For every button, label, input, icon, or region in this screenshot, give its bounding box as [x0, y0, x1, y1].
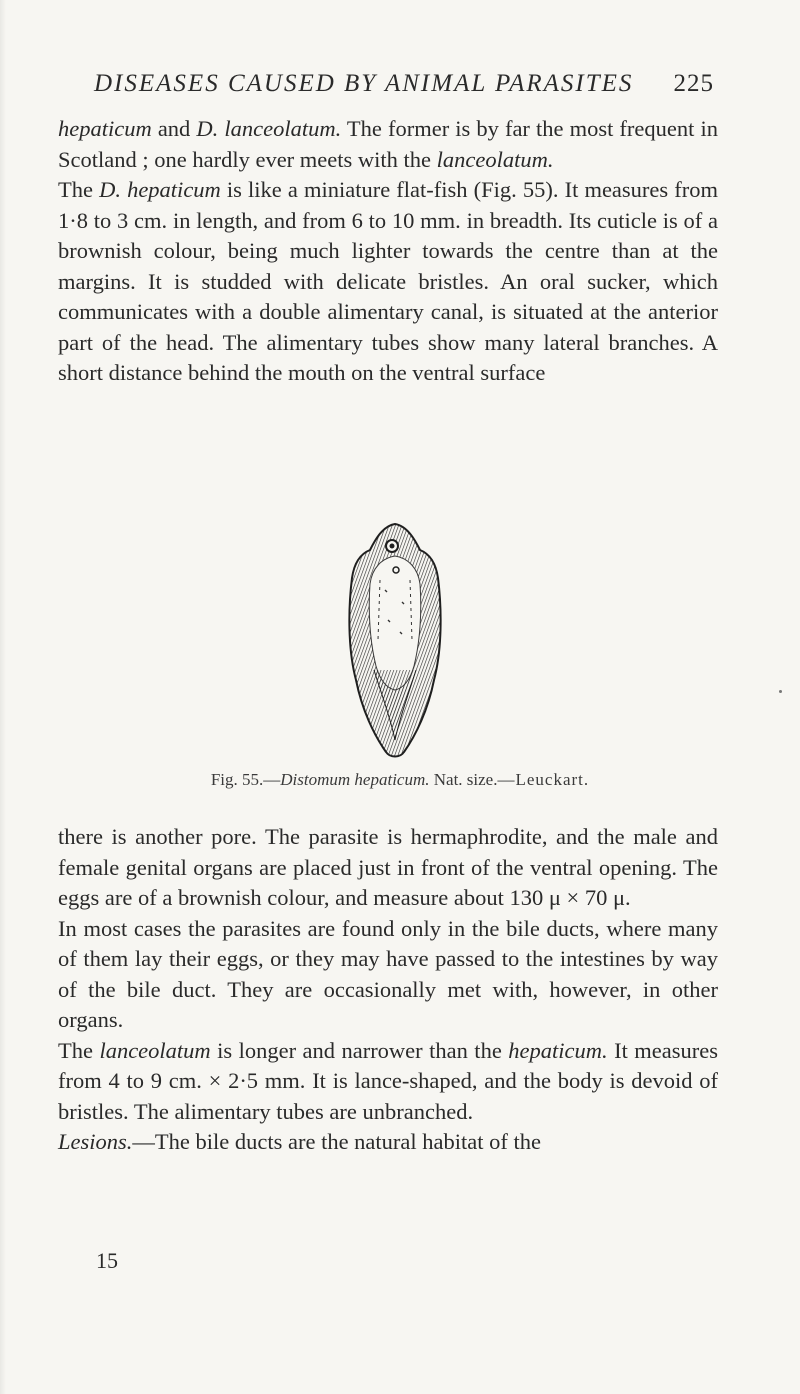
paper-speck	[779, 690, 782, 693]
taxon-name: lanceolatum	[99, 1037, 211, 1063]
taxon-name: hepaticum.	[508, 1037, 608, 1063]
distomum-drawing	[330, 520, 460, 760]
figure-taxon: Distomum hepaticum.	[280, 770, 430, 789]
page-number: 225	[673, 70, 714, 97]
taxon-name: D. lanceolatum.	[196, 116, 342, 141]
taxon-name: hepaticum	[58, 116, 152, 141]
text-run: The former is by far the most frequent in Scotland ; one hardly ever meets with the	[58, 116, 718, 172]
section-heading-lesions: Lesions.	[58, 1129, 133, 1154]
text-run: —	[263, 770, 281, 789]
taxon-name: D. hepaticum	[99, 177, 221, 202]
page-gutter-shadow	[0, 0, 6, 1394]
text-run: It measures from 4 to 9 cm. × 2·5 mm. It is lance-shaped, and the body is devoid of bristles. The alimentary tubes are unbranched.	[58, 1037, 718, 1124]
paragraph-3: there is another pore. The parasite is hermaphrodite, and the male and female genital organs are placed just in front of the ventral opening. The eggs are of a brownish colour, and measure about 130 μ × 70 μ.	[58, 824, 718, 910]
running-title: DISEASES CAUSED BY ANIMAL PARASITES	[94, 70, 634, 97]
fluke-illustration	[330, 520, 460, 760]
text-run: The	[58, 177, 100, 202]
text-block-upper	[58, 114, 718, 389]
running-head	[94, 70, 714, 104]
signature-mark: 15	[96, 1248, 118, 1273]
text-run: The	[58, 1037, 100, 1063]
paragraph-5	[58, 1036, 718, 1128]
paragraph-6	[58, 1127, 718, 1158]
paragraph-4: In most cases the parasites are found only in the bile ducts, where many of them lay their eggs, or they may have passed to the intestines by way of the bile duct. They are occasionally met with, however, in other organs.	[58, 915, 718, 1032]
taxon-name: lanceolatum.	[436, 146, 554, 172]
paragraph-2	[58, 175, 718, 389]
figure-label: Fig. 55.	[210, 770, 264, 789]
text-run: and	[151, 116, 197, 141]
text-block-lower	[58, 822, 718, 1158]
figure-credit: —Leuckart.	[497, 770, 590, 789]
figure-size-note: Nat. size.	[429, 770, 498, 789]
figure-caption	[120, 770, 680, 790]
paragraph-1	[58, 114, 718, 175]
text-run: —The bile ducts are the natural habitat of the	[132, 1129, 541, 1154]
text-run: is like a miniature flat-fish (Fig. 55). It measures from 1·8 to 3 cm. in length, and from 6 to 10 mm. in breadth. Its cuticle is of a brownish colour, being much lighter towards the centre than at the margins. It is studded with delicate bristles. An oral sucker, which communicates with a double alimentary canal, is situated at the anterior part of the head. The alimentary tubes show many lateral branches. A short distance behind the mouth on the ventral surface	[58, 177, 719, 385]
text-run: is longer and narrower than the	[210, 1037, 509, 1063]
